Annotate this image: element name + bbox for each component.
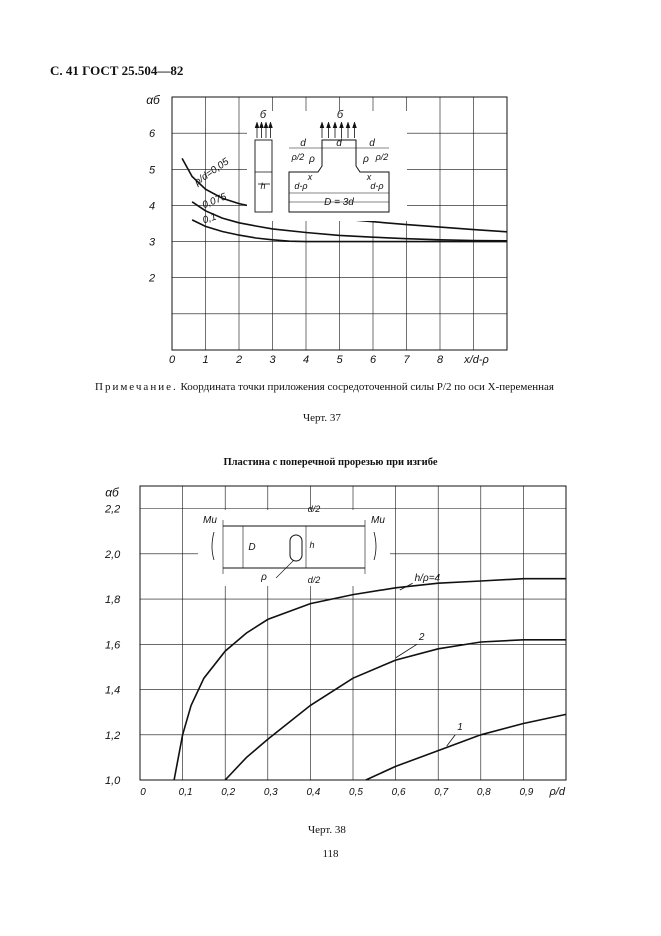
chart-38-x-tick: 0,8 — [476, 787, 491, 798]
inset-dim-label: ρ — [363, 154, 369, 165]
note-label: Примечание. — [95, 381, 178, 393]
chart-38-title: Пластина с поперечной прорезью при изгибе — [223, 457, 438, 468]
chart-38-series-line — [174, 579, 566, 780]
chart-37-y-tick: 4 — [148, 200, 156, 213]
inset-dim-label: D = 3d — [324, 197, 354, 208]
chart-38-y-label: αб — [105, 485, 119, 500]
inset-dim-label: d/2 — [307, 575, 321, 585]
chart-37-x-tick: 1 — [202, 354, 209, 366]
chart-37-y-tick: 5 — [148, 164, 156, 177]
chart-37-x-tick: 6 — [369, 354, 377, 366]
chart-38-y-tick: 1,6 — [105, 639, 121, 652]
chart-38-x-tick: 0,6 — [391, 787, 406, 798]
chart-38-x-tick: 0,5 — [349, 787, 363, 798]
inset-specimen-side — [255, 140, 272, 212]
inset-moment-label: Mu — [371, 515, 385, 526]
chart-38-series-label: h/ρ=4 — [414, 572, 441, 584]
inset-dim-label: ρ/2 — [291, 152, 305, 162]
chart-38-y-tick: 1,4 — [105, 684, 121, 697]
chart-37-x-label: x/d-ρ — [464, 354, 489, 366]
inset-dim-label: x — [307, 172, 313, 182]
chart-38-x-tick: 0,4 — [306, 787, 321, 798]
inset-dim-label: d-ρ — [370, 181, 384, 191]
chart-38-x-tick: 0,1 — [178, 787, 193, 798]
inset-moment-label: Mu — [203, 515, 217, 526]
chart-37-y-tick: 2 — [148, 272, 156, 285]
chart-38-x-tick: 0,7 — [434, 787, 449, 798]
chart-37-x-tick: 7 — [403, 354, 410, 366]
inset-slot — [290, 535, 302, 561]
inset-dim-label: h — [309, 540, 315, 550]
chart-38-x-label: ρ/d — [549, 786, 565, 798]
inset-dim-label: d — [369, 138, 375, 149]
note-text: Координата точки приложения сосредоточенной силы P/2 по оси X-переменная — [180, 381, 554, 393]
chart-38-series-label: 2 — [418, 631, 425, 643]
chart-37-series-label: 0,075 — [200, 191, 229, 212]
inset-dim-label: x — [366, 172, 372, 182]
chart-38-y-tick: 1,2 — [105, 729, 121, 742]
chart-37-y-label: αб — [146, 93, 160, 108]
inset-dim-label: ρ — [261, 572, 267, 583]
chart-37-x-tick: 8 — [436, 354, 444, 366]
chart-37-y-tick: 6 — [148, 128, 156, 141]
chart-37-x-tick: 3 — [269, 354, 276, 366]
chart-37-y-tick: 3 — [148, 236, 156, 249]
chart-37-series-label: ρ/d=0,05 — [192, 156, 232, 189]
inset-dim-label: d-ρ — [294, 181, 308, 191]
inset-dim-label: d — [300, 138, 306, 149]
page-header: С. 41 ГОСТ 25.504—82 — [50, 63, 184, 78]
inset-h-label: h — [260, 181, 266, 191]
inset-dim-label: D — [248, 542, 256, 553]
chart-37-x-tick: 2 — [235, 354, 243, 366]
chart-38-y-tick: 1,0 — [105, 775, 121, 787]
chart-37-series-label: 0,1 — [201, 211, 218, 227]
inset-sigma-label: б — [259, 109, 267, 121]
chart-38-y-tick: 2,0 — [105, 548, 121, 561]
chart-37-caption: Черт. 37 — [303, 412, 341, 424]
inset-dim-label: ρ — [309, 154, 315, 165]
chart-38-y-tick: 1,8 — [105, 594, 121, 607]
chart-38-x-tick: 0,9 — [519, 787, 534, 798]
chart-38-series-label: 1 — [457, 722, 463, 734]
inset-dim-label: d/2 — [307, 504, 321, 514]
chart-37-x-tick: 0 — [168, 354, 176, 366]
chart-37-x-tick: 5 — [336, 354, 343, 366]
inset-dim-label: ρ/2 — [375, 152, 389, 162]
page-number: 118 — [322, 848, 339, 860]
chart-38-x-tick: 0,2 — [221, 787, 236, 798]
chart-37-note — [95, 381, 554, 393]
inset-sigma-label: б — [336, 109, 344, 121]
chart-38-x-tick: 0 — [140, 787, 146, 798]
chart-37-x-tick: 4 — [302, 354, 310, 366]
chart-38-caption: Черт. 38 — [308, 824, 346, 836]
chart-38-x-tick: 0,3 — [263, 787, 278, 798]
inset-dim-label: d — [336, 138, 342, 149]
chart-38-y-tick: 2,2 — [105, 503, 121, 516]
